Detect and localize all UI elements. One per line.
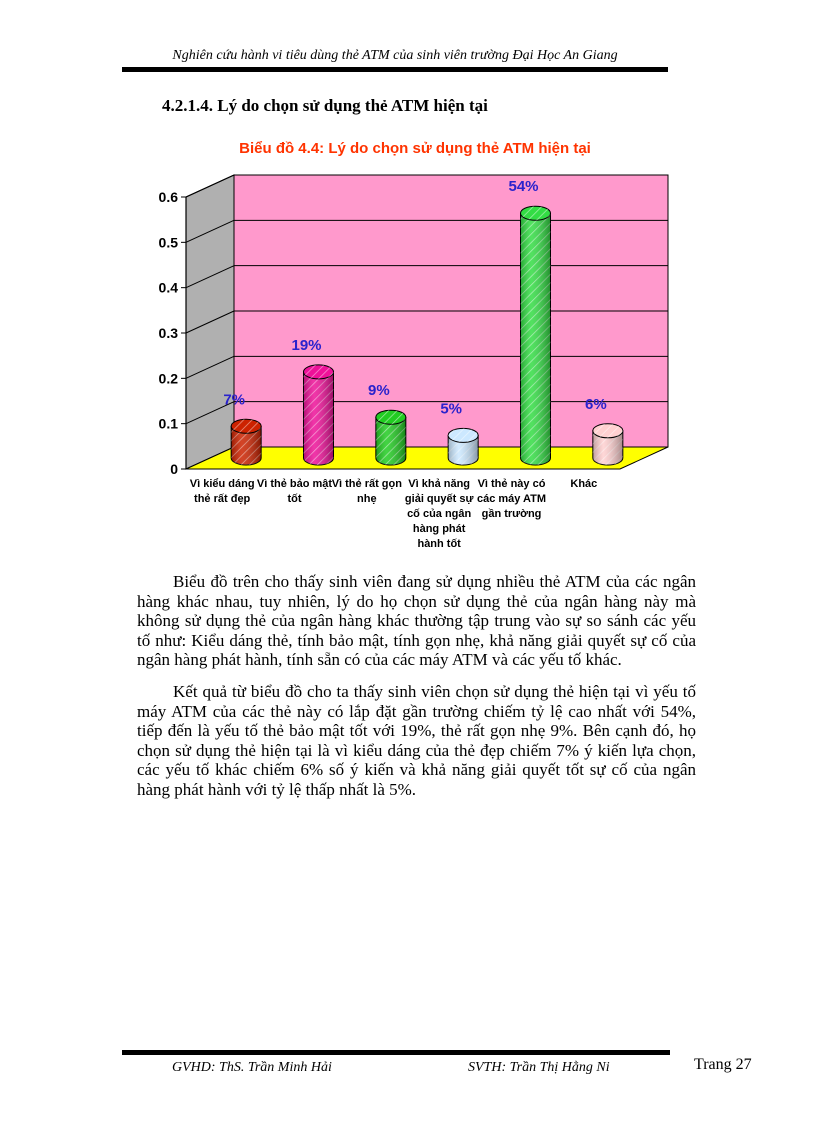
x-category-label-line: Vì kiểu dáng bbox=[189, 478, 255, 490]
data-label: 7% bbox=[223, 391, 246, 409]
x-category-label bbox=[570, 478, 597, 490]
data-label: 54% bbox=[508, 178, 539, 196]
paragraph-1-text: Biểu đồ trên cho thấy sinh viên đang sử dụng nhiều thẻ ATM của các ngân hàng khác nhau, tuy nhiên, lý do họ chọn sử dụng thẻ của ngân hàng này mà không sử dụng thẻ của ngân hàng khác thường tập trung vào sự so sánh các yếu tố như: Kiểu dáng thẻ, tính bảo mật, tính gọn nhẹ, khả năng giải quyết sự cố của ngân hàng phát hành, tính sẵn có của các máy ATM và các yếu tố khác. bbox=[137, 572, 696, 669]
data-label: 9% bbox=[367, 382, 390, 400]
x-category-label-line: Vì thẻ bảo mật bbox=[256, 478, 333, 490]
y-tick-label: 0.2 bbox=[158, 370, 178, 387]
section-title: 4.2.1.4. Lý do chọn sử dụng thẻ ATM hiện tại bbox=[162, 96, 488, 115]
x-category-label bbox=[332, 478, 403, 505]
paragraph-2 bbox=[137, 682, 696, 799]
x-category-label-line: gần trường bbox=[481, 508, 542, 520]
x-category-label bbox=[477, 478, 546, 520]
x-category-label-line: các máy ATM bbox=[476, 493, 547, 505]
bar-top-pattern bbox=[593, 424, 623, 438]
footer-student: SVTH: Trần Thị Hằng Ni bbox=[468, 1060, 610, 1075]
bar-top-pattern bbox=[304, 365, 334, 379]
header-rule bbox=[122, 67, 668, 72]
data-label: 6% bbox=[584, 395, 607, 413]
page-header: Nghiên cứu hành vi tiêu dùng thẻ ATM của sinh viên trường Đại Học An Giang bbox=[172, 48, 618, 63]
x-category-label-line: Khác bbox=[570, 478, 598, 490]
paragraph-1 bbox=[137, 572, 696, 670]
x-category-label bbox=[405, 478, 474, 550]
x-category-label-line: Vì thẻ rất gọn bbox=[331, 478, 402, 490]
x-category-label-line: Vì khả năng bbox=[408, 478, 471, 490]
x-category-label-line: tốt bbox=[287, 493, 302, 505]
x-category-label bbox=[257, 478, 333, 505]
plot-area bbox=[159, 175, 668, 550]
footer-rule bbox=[122, 1050, 670, 1055]
x-category-label bbox=[190, 478, 255, 505]
y-tick-label: 0.4 bbox=[158, 279, 178, 296]
chart-title: Biểu đồ 4.4: Lý do chọn sử dụng thẻ ATM hiện tại bbox=[239, 140, 591, 157]
x-category-label-line: hàng phát bbox=[412, 523, 466, 535]
bar-top-pattern bbox=[448, 428, 478, 442]
y-tick-label: 0.6 bbox=[158, 189, 178, 205]
bar-shade bbox=[304, 372, 334, 465]
bar-chart bbox=[150, 165, 670, 570]
x-category-label-line: nhẹ bbox=[357, 493, 377, 505]
x-category-label-line: Vì thẻ này có bbox=[477, 478, 546, 490]
x-category-label-line: cố của ngân bbox=[407, 508, 472, 520]
footer-advisor: GVHD: ThS. Trần Minh Hải bbox=[172, 1060, 332, 1075]
y-tick-label: 0.3 bbox=[158, 325, 178, 341]
bar-top-pattern bbox=[376, 410, 406, 424]
x-category-label-line: thẻ rất đẹp bbox=[194, 493, 251, 505]
bar-top-pattern bbox=[521, 206, 551, 220]
paragraph-2-text: Kết quả từ biểu đồ cho ta thấy sinh viên chọn sử dụng thẻ hiện tại vì yếu tố máy ATM của các thẻ này có lắp đặt gần trường chiếm tỷ lệ cao nhất với 54%, tiếp đến là yếu tố thẻ bảo mật tốt với 19%, thẻ rất gọn nhẹ 9%. Bên cạnh đó, họ chọn sử dụng thẻ hiện tại là vì kiểu dáng của thẻ đẹp chiếm 7% ý kiến lựa chọn, các yếu tố khác chiếm 6% số ý kiến và khả năng giải quyết tốt sự cố của ngân hàng phát hành với tỷ lệ thấp nhất là 5%. bbox=[137, 682, 696, 799]
data-label: 19% bbox=[291, 336, 322, 354]
y-tick-label: 0 bbox=[170, 461, 178, 477]
y-tick-label: 0.5 bbox=[158, 234, 178, 251]
page-number: Trang 27 bbox=[694, 1056, 752, 1073]
x-category-label-line: hành tốt bbox=[417, 538, 461, 550]
x-category-label-line: giải quyết sự bbox=[404, 493, 474, 505]
bar-shade bbox=[521, 213, 551, 465]
data-label: 5% bbox=[440, 400, 463, 418]
bar-top-pattern bbox=[231, 419, 261, 433]
y-tick-label: 0.1 bbox=[158, 415, 178, 432]
